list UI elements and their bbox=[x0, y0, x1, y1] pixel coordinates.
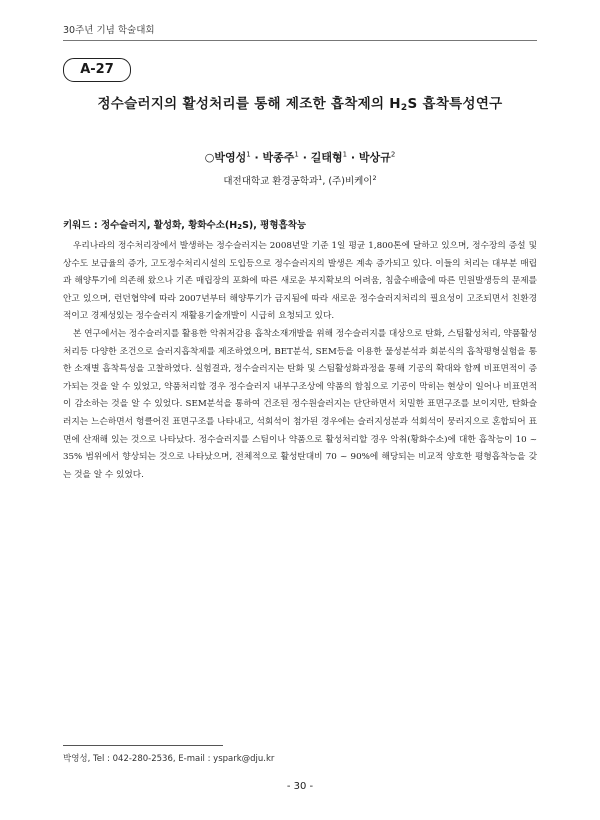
body-paragraph: 본 연구에서는 정수슬러지를 활용한 악취저감용 흡착소재개발을 위해 정수슬러지를 대상으로 탄화, 스팀활성처리, 약품활성처리등 다양한 조건으로 슬러지흡착제를 제조하였으며, BET분석, SEM등을 이용한 물성분석과 회분식의 흡착평형실험을 통한 소재별 흡착특성을 고찰하였다. 실험결과, 정수슬러지는 탄화 및 스팀활성화과정을 통해 기공의 확대와 함께 비표면적이 증가되는 것을 알 수 있었고, 약품처리할 경우 정수슬러지 내부구조상에 약품의 함침으로 기공이 막히는 현상이 일어나 비표면적이 감소하는 것을 알 수 있었다. SEM분석을 통하여 건조된 정수원슬러지는 단단하면서 치밀한 표면구조를 보이지만, 탄화슬러지는 느슨하면서 헝클어진 표면구조를 나타내고, 석회석이 첨가된 경우에는 슬러지성분과 석회석이 뭉러지으로 혼합되어 표면에 산재해 있는 것으로 나타났다. 정수슬러지를 스팀이나 약품으로 활성처리할 경우 악취(황화수소)에 대한 흡착능이 10 ~ 35% 범위에서 향상되는 것으로 나타났으며, 전체적으로 활성탄대비 70 ~ 90%에 해당되는 비교적 양호한 평형흡착능을 갖는 것을 알 수 있었다. bbox=[63, 328, 537, 480]
keywords-text-after: S), 평형흡착능 bbox=[242, 220, 307, 231]
author-separator: · bbox=[298, 151, 311, 164]
author-name: 길태형 bbox=[310, 151, 343, 164]
affiliation-mark: 1 bbox=[318, 173, 323, 182]
author-affil-mark: 1 bbox=[342, 150, 348, 159]
corresponding-author-footnote: 박영성, Tel : 042-280-2536, E-mail : yspark@dju.kr bbox=[63, 754, 275, 764]
author-affil-mark: 1 bbox=[246, 150, 251, 159]
author-affil-mark: 1 bbox=[294, 150, 299, 159]
body-paragraph: 우리나라의 정수처리장에서 발생하는 정수슬러지는 2008년말 기준 1일 평균 1,800톤에 달하고 있으며, 정수장의 증설 및 상수도 보급율의 증가, 고도정수처리시설의 도입등으로 정수슬러지의 발생은 계속 증가되고 있다. 이들의 처리는 대부분 매립과 해양투기에 의존해 왔으나 기존 매립장의 포화에 따른 새로운 부지확보의 어려움, 침출수배출에 따른 민원발생등의 문제를 안고 있으며, 런던협약에 따라 2007년부터 해양투기가 금지됨에 따라 새로운 정수슬러지처리의 필요성이 고조되면서 친환경적이고 경제성있는 정수슬러지 재활용기술개발이 시급히 요청되고 있다. bbox=[63, 241, 537, 322]
keywords-line bbox=[63, 217, 537, 231]
author-name: 박종주 bbox=[262, 151, 295, 164]
keywords-text-before: 키워드 : 정수슬러지, 활성화, 황화수소(H bbox=[63, 220, 238, 231]
affiliation-part: 대전대학교 환경공학과 bbox=[223, 176, 319, 187]
author-name: ○박영성 bbox=[204, 151, 247, 164]
author-separator: · bbox=[250, 151, 263, 164]
footnote-divider bbox=[63, 745, 223, 746]
author-name: 박상규 bbox=[358, 151, 391, 164]
conference-header: 30주년 기념 학술대회 bbox=[63, 25, 155, 36]
author-separator: · bbox=[347, 151, 359, 164]
author-affil-mark: 2 bbox=[390, 150, 396, 159]
page-number: - 30 - bbox=[286, 781, 314, 792]
author-list bbox=[60, 149, 540, 165]
affiliation-line bbox=[60, 173, 540, 187]
paper-title bbox=[40, 92, 560, 113]
affiliation-mark: 2 bbox=[372, 173, 377, 182]
title-text-after: S 흡착특성연구 bbox=[407, 96, 503, 112]
title-subscript: 2 bbox=[400, 103, 408, 113]
abstract-body bbox=[63, 238, 537, 484]
header-divider bbox=[63, 40, 537, 41]
title-text-before: 정수슬러지의 활성처리를 통해 제조한 흡착제의 H bbox=[97, 96, 401, 112]
keywords-subscript: 2 bbox=[237, 223, 243, 231]
affiliation-part: , (주)비케이 bbox=[322, 176, 373, 187]
abstract-id-badge: A-27 bbox=[63, 58, 131, 82]
